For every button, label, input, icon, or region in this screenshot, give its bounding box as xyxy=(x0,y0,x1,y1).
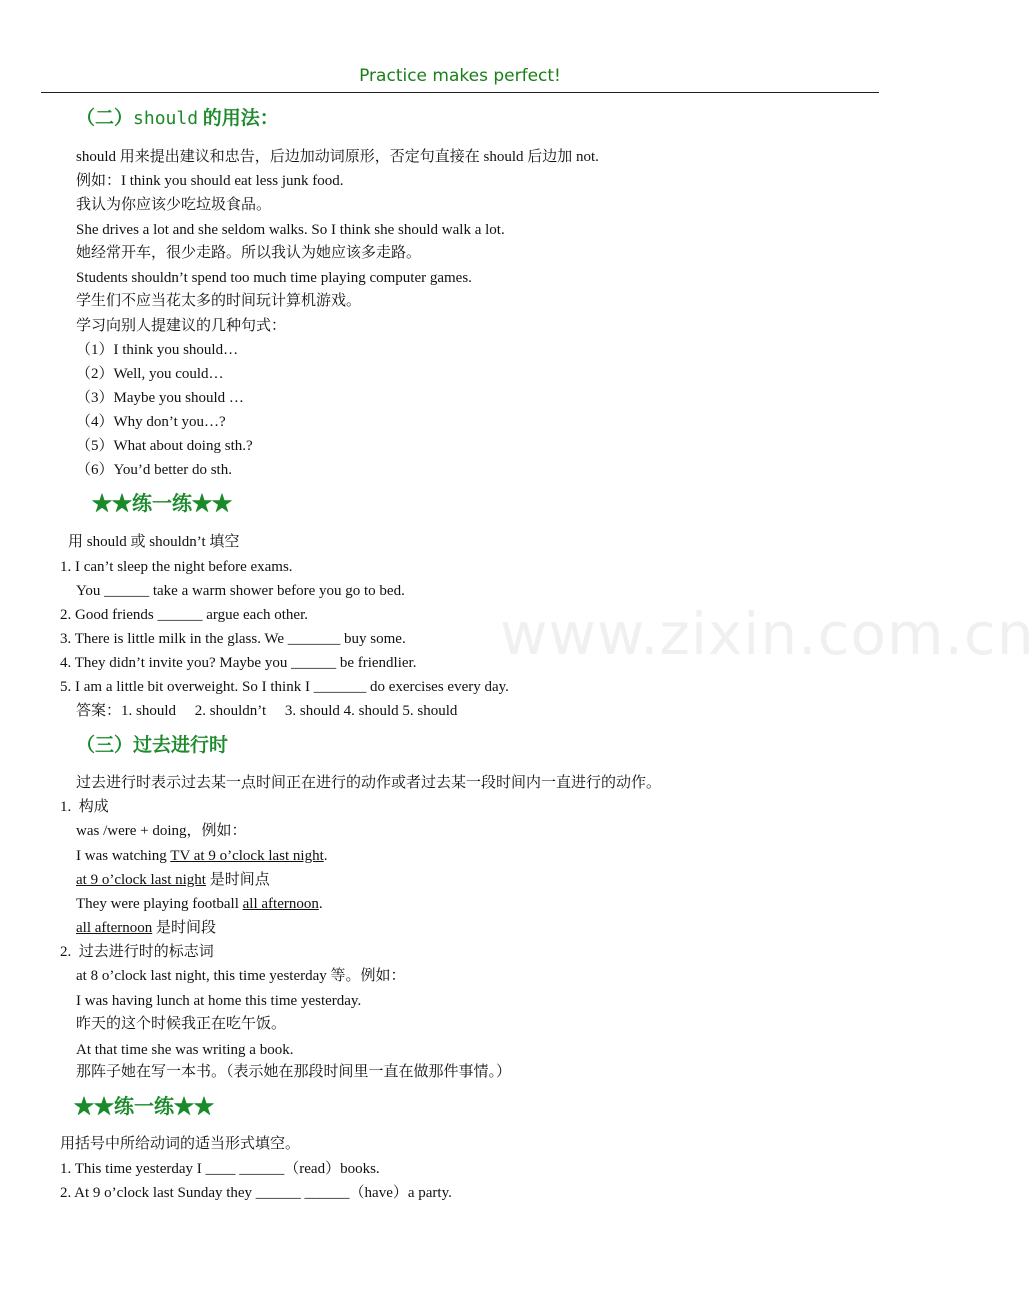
heading-word: should xyxy=(133,108,199,129)
header-divider xyxy=(41,92,879,93)
example-translation: 那阵子她在写一本书。（表示她在那段时间里一直在做那件事情。） xyxy=(76,1064,512,1080)
subsection-title: 1. 构成 xyxy=(60,799,109,815)
text-line: She drives a lot and she seldom walks. So I think she should walk a lot. xyxy=(76,222,505,238)
example-translation: 昨天的这个时候我正在吃午饭。 xyxy=(76,1016,287,1032)
exercise-item: You ______ take a warm shower before you go to bed. xyxy=(76,583,405,599)
exercise-item: 3. There is little milk in the glass. We _______ buy some. xyxy=(60,631,406,647)
exercise-item: 2. Good friends ______ argue each other. xyxy=(60,607,308,623)
example-text: I was watching xyxy=(76,848,171,864)
page-header-title: Practice makes perfect! xyxy=(359,66,561,86)
pattern-item: （1）I think you should… xyxy=(76,342,239,358)
text-line: at 8 o’clock last night, this time yesterday 等。例如： xyxy=(76,968,406,984)
text-line: Students shouldn’t spend too much time playing computer games. xyxy=(76,270,472,286)
text-line: 学生们不应当花太多的时间玩计算机游戏。 xyxy=(76,293,362,309)
note-text: 是时间段 xyxy=(152,920,216,936)
exercise-item: 1. I can’t sleep the night before exams. xyxy=(60,559,293,575)
underlined-phrase: TV at 9 o’clock last night xyxy=(170,848,324,864)
example-sentence xyxy=(76,894,323,914)
pattern-item: （4）Why don’t you…? xyxy=(76,414,226,430)
text-line: 学习向别人提建议的几种句式： xyxy=(76,318,287,334)
exercise-item: 5. I am a little bit overweight. So I think I _______ do exercises every day. xyxy=(60,679,509,695)
practice-instruction: 用括号中所给动词的适当形式填空。 xyxy=(60,1136,301,1152)
exercise-item: 4. They didn’t invite you? Maybe you ______ be friendlier. xyxy=(60,655,417,671)
text-line: 我认为你应该少吃垃圾食品。 xyxy=(76,197,272,213)
heading-prefix: （二） xyxy=(76,108,134,129)
example-text: . xyxy=(323,848,328,864)
heading-suffix: 的用法： xyxy=(198,108,279,129)
example-text: They were playing football xyxy=(76,896,243,912)
text-line: 过去进行时表示过去某一点时间正在进行的动作或者过去某一段时间内一直进行的动作。 xyxy=(76,775,662,791)
example-sentence: At that time she was writing a book. xyxy=(76,1042,294,1058)
underlined-phrase: all afternoon xyxy=(76,920,153,936)
text-line: 她经常开车，很少走路。所以我认为她应该多走路。 xyxy=(76,245,422,261)
text-line: should 用来提出建议和忠告，后边加动词原形，否定句直接在 should 后边加 not. xyxy=(76,149,599,165)
underlined-phrase: all afternoon xyxy=(242,896,319,912)
text-line: was /were + doing，例如： xyxy=(76,823,247,839)
note-text: 是时间点 xyxy=(205,872,270,888)
example-note xyxy=(76,918,216,938)
pattern-item: （3）Maybe you should … xyxy=(76,390,244,406)
text-line: 例如：I think you should eat less junk food. xyxy=(76,173,344,189)
example-text: . xyxy=(318,896,323,912)
practice-title: ★★练一练★★ xyxy=(74,1096,214,1118)
pattern-item: （2）Well, you could… xyxy=(76,366,224,382)
subsection-title: 2. 过去进行时的标志词 xyxy=(60,944,214,960)
practice-title: ★★练一练★★ xyxy=(92,493,232,515)
pattern-item: （6）You’d better do sth. xyxy=(76,462,232,478)
example-sentence: I was having lunch at home this time yesterday. xyxy=(76,993,362,1009)
pattern-item: （5）What about doing sth.? xyxy=(76,438,253,454)
section-heading-should xyxy=(76,107,279,131)
practice-instruction: 用 should 或 shouldn’t 填空 xyxy=(68,534,240,550)
watermark: www.zixin.com.cn xyxy=(500,600,1035,668)
example-note xyxy=(76,870,270,890)
underlined-phrase: at 9 o’clock last night xyxy=(76,872,206,888)
example-sentence xyxy=(76,846,328,866)
answer-key: 答案：1. should 2. shouldn’t 3. should 4. should 5. should xyxy=(76,703,458,719)
exercise-item: 1. This time yesterday I ____ ______（read）books. xyxy=(60,1161,380,1177)
exercise-item: 2. At 9 o’clock last Sunday they ______ ______（have）a party. xyxy=(60,1185,452,1201)
section-heading-past-continuous: （三）过去进行时 xyxy=(76,735,229,756)
